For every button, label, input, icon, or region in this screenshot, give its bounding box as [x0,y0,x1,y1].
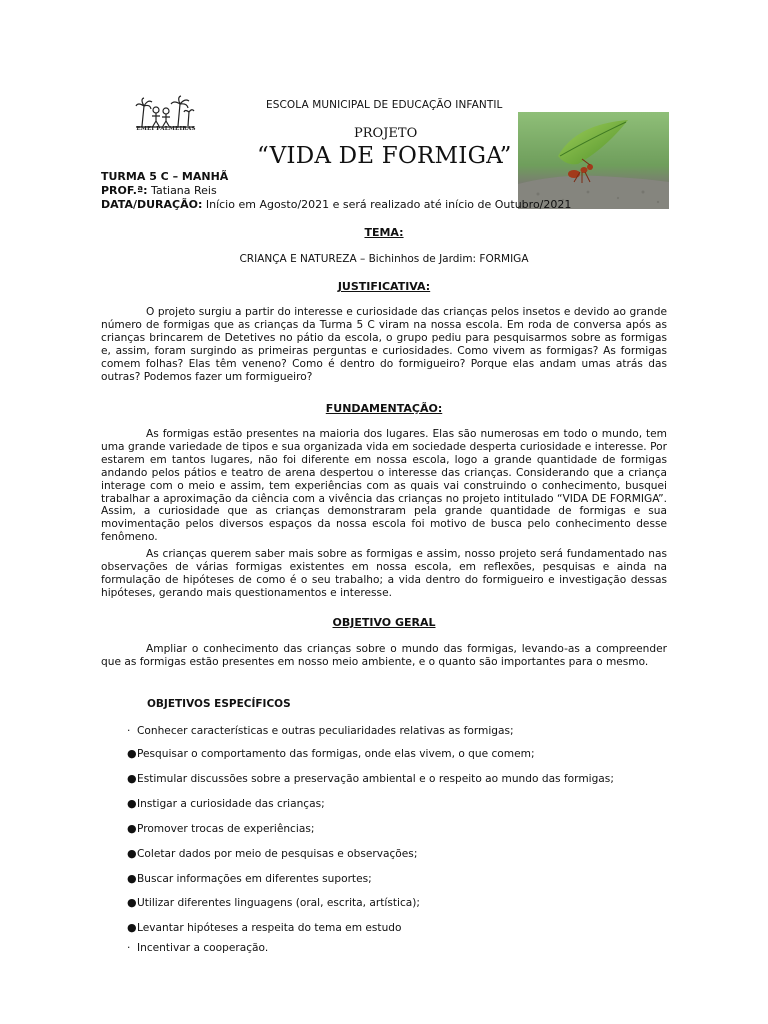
list-bullet: ● [127,822,137,835]
list-item [127,797,325,810]
list-item-text: Conhecer características e outras peculiaridades relativas as formigas; [137,725,514,737]
list-item-text: Coletar dados por meio de pesquisas e observações; [137,848,418,860]
list-item [127,847,417,860]
list-item-text: Promover trocas de experiências; [137,823,315,835]
list-item [127,872,372,885]
list-item [127,942,268,954]
objetivo-geral-paragraph [101,643,667,669]
list-item [127,921,402,934]
objetivo-geral-heading: OBJETIVO GERAL [332,616,436,629]
list-item [127,747,535,760]
justificativa-text: O projeto surgiu a partir do interesse e curiosidade das crianças pelos insetos e devido ao grande número de formigas que as crianças da Turma 5 C viram na nossa escola. Em roda de conversa após as crianças brincarem de Detetives no pátio da escola, o grupo pediu para pesquisarmos sobre as formigas e, assim, foram surgindo as primeiras perguntas e curiosidades. Como vivem as formigas? As formigas comem folhas? Elas têm veneno? Como é dentro do formigueiro? Porque elas andam umas atrás das outras? Podemos fazer um formigueiro? [101,306,667,383]
list-item [127,725,514,737]
list-bullet: ● [127,872,137,885]
list-item [127,822,314,835]
list-item [127,896,420,909]
list-bullet: ● [127,896,137,909]
justificativa-paragraph [101,306,667,383]
date-label: DATA/DURAÇÃO: [101,198,203,211]
fundamentacao-text-2: As crianças querem saber mais sobre as formigas e assim, nosso projeto será fundamentado nas observações de várias formigas existentes em nossa escola, em reflexões, pesquisas e ainda na formulação de hipóteses de como é o seu trabalho; a vida dentro do formigueiro e investigação dessas hipóteses, gerando mais questionamentos e interesse. [101,548,667,599]
list-bullet: ● [127,772,137,785]
list-item-text: Incentivar a cooperação. [137,942,269,954]
tema-text: CRIANÇA E NATUREZA – Bichinhos de Jardim: FORMIGA [239,253,529,265]
justificativa-heading: JUSTIFICATIVA: [337,280,431,293]
list-bullet: ● [127,797,137,810]
turma-text: TURMA 5 C – MANHÃ [101,170,229,183]
objetivo-geral-text: Ampliar o conhecimento das crianças sobre o mundo das formigas, levando-as a compreender que as formigas estão presentes em nosso meio ambiente, e o quanto são importantes para o mesmo. [101,643,667,668]
prof-line [101,184,217,197]
date-value: Início em Agosto/2021 e será realizado até início de Outubro/2021 [202,198,572,211]
list-item-text: Pesquisar o comportamento das formigas, onde elas vivem, o que comem; [137,748,535,760]
fundamentacao-paragraph-2 [101,548,667,600]
prof-label: PROF.ª: [101,184,148,197]
objetivos-especificos-heading: OBJETIVOS ESPECÍFICOS [147,698,291,710]
list-item-text: Instigar a curiosidade das crianças; [137,798,325,810]
tema-heading: TEMA: [364,226,404,239]
list-bullet: ● [127,747,137,760]
list-item-text: Levantar hipóteses a respeita do tema em estudo [137,922,402,934]
list-bullet: ● [127,921,137,934]
fundamentacao-text-1: As formigas estão presentes na maioria dos lugares. Elas são numerosas em todo o mundo, tem uma grande variedade de tipos e sua organizada vida em sociedade desperta curiosidade e interesse. Por estarem em tantos lugares, não foi diferente em nossa escola, logo a grande quantidade de formigas andando pelos pátios e teatro de arena despertou o interesse das crianças. Considerando que a criança interage com o meio e assim, tem experiências com as quais vai construindo o conhecimento, busquei trabalhar a aproximação da ciência com a vivência das crianças no projeto intitulado “VIDA DE FORMIGA”. Assim, a curiosidade que as crianças demonstraram pela grande quantidade de formigas e sua movimentação pelos diversos espaços da nossa escola foi motivo de busca pelo conhecimento desse fenômeno. [101,428,667,544]
list-item [127,772,614,785]
fundamentacao-paragraph-1 [101,428,667,544]
list-bullet: · [127,942,131,954]
list-item-text: Utilizar diferentes linguagens (oral, escrita, artística); [137,897,420,909]
ant-leaf-photo [518,112,669,209]
project-title: “VIDA DE FORMIGA” [257,143,512,169]
date-line [101,198,571,211]
list-bullet: · [127,725,131,737]
logo-caption: EMEI PALMEIRAS [136,126,196,132]
projeto-label: PROJETO [354,126,418,141]
school-name: ESCOLA MUNICIPAL DE EDUCAÇÃO INFANTIL [266,99,503,111]
list-bullet: ● [127,847,137,860]
list-item-text: Buscar informações em diferentes suportes; [137,873,372,885]
prof-value: Tatiana Reis [147,184,217,197]
fundamentacao-heading: FUNDAMENTAÇÃO: [325,402,443,415]
turma-line [101,170,228,183]
list-item-text: Estimular discussões sobre a preservação ambiental e o respeito ao mundo das formigas; [137,773,614,785]
